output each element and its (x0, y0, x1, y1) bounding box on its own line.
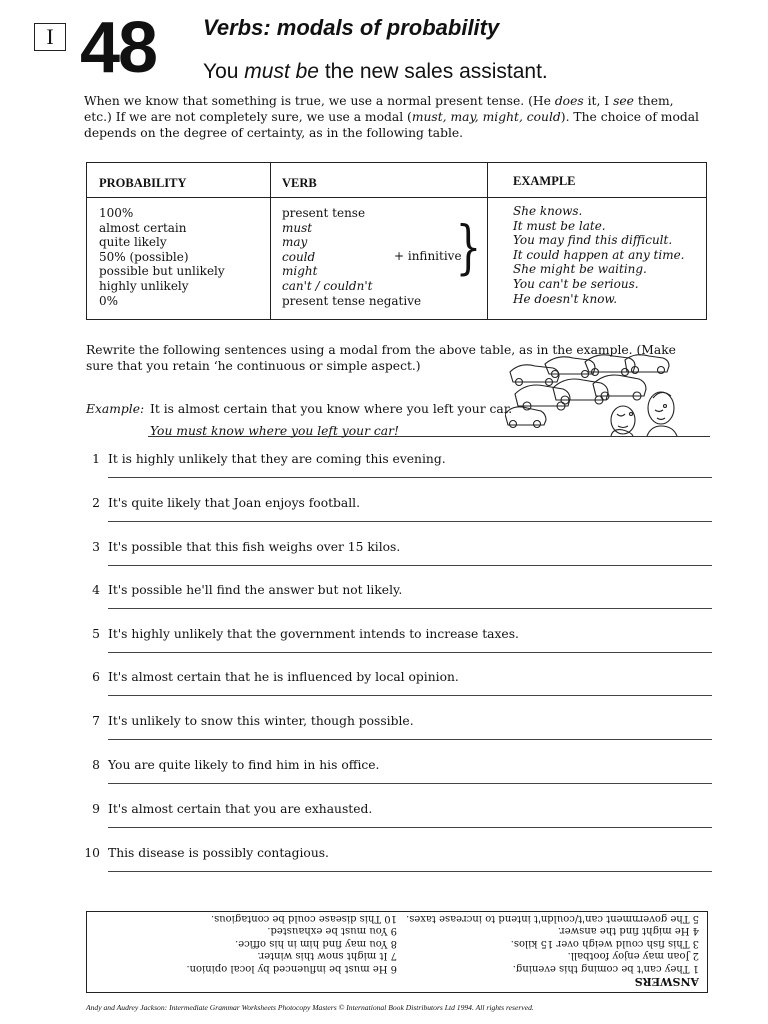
plus-infinitive: + infinitive (394, 249, 462, 263)
example-column (513, 204, 685, 306)
exercise-instruction: Rewrite the following sentences using a modal from the above table, as in the example. (Make sure that you retain ‘he continuous or simple aspect.) (86, 343, 676, 373)
header-probability: PROBABILITY (99, 176, 187, 190)
intro-text-a: When we know that something is true, we use a normal present tense. (He (84, 94, 555, 108)
answer-line[interactable] (108, 652, 712, 653)
answer-line[interactable] (108, 565, 712, 566)
answer-entry: 9 You must be exhausted. (267, 925, 397, 937)
probability-cell: highly unlikely (99, 278, 189, 293)
answers-right-column (186, 912, 397, 975)
example-sentence: It is almost certain that you know where you left your car. (150, 402, 513, 416)
section-letter: I (46, 24, 54, 49)
probability-cell: 50% (possible) (99, 249, 189, 264)
intro-text-b: it, I (583, 94, 614, 108)
item-text: It's almost certain that you are exhausted. (108, 802, 373, 816)
answer-line[interactable] (108, 739, 712, 740)
item-text: It's possible that this fish weighs over 15 kilos. (108, 540, 401, 554)
item-text: It's unlikely to snow this winter, though possible. (108, 714, 414, 728)
verb-cell: must (282, 220, 313, 235)
answer-entry: 10 This disease could be contagious. (210, 913, 397, 924)
answer-line[interactable] (108, 521, 712, 522)
unit-number: 48 (80, 8, 157, 88)
subtitle-emphasis: must be (244, 60, 319, 83)
answer-line[interactable] (108, 477, 712, 478)
answer-entry: 7 It might snow this winter. (257, 950, 397, 962)
header-verb: VERB (282, 176, 317, 190)
verb-cell: present tense negative (282, 293, 422, 308)
probability-cell: almost certain (99, 220, 187, 235)
verb-cell: can't / couldn't (282, 278, 373, 293)
item-number: 3 (92, 540, 100, 554)
section-letter-box (34, 23, 66, 51)
verb-cell: present tense (282, 206, 366, 220)
item-number: 5 (92, 627, 100, 641)
page-title: Verbs: modals of probability (203, 15, 500, 40)
answer-entry: 8 You may find him in his office. (235, 938, 397, 949)
item-number: 8 (92, 758, 100, 772)
example-cell: You may find this difficult. (513, 233, 673, 248)
intro-em-see: see (613, 94, 634, 108)
item-text: It's almost certain that he is influenced by local opinion. (108, 670, 459, 684)
example-cell: She knows. (513, 204, 583, 218)
answers-left-column (406, 912, 699, 975)
answer-line[interactable] (108, 695, 712, 696)
curly-brace: } (455, 213, 482, 281)
example-cell: She might be waiting. (513, 262, 647, 277)
answer-entry: 4 He might find the answer. (557, 925, 699, 937)
answer-line[interactable] (108, 783, 712, 784)
answer-entry: 3 This fish could weigh over 15 kilos. (510, 938, 699, 949)
answers-title: ANSWERS (634, 975, 699, 988)
item-text: This disease is possibly contagious. (108, 846, 329, 860)
verb-cell: could (282, 249, 316, 264)
probability-cell: 100% (99, 206, 134, 220)
item-number: 4 (92, 583, 100, 597)
item-number: 2 (92, 496, 100, 510)
table-header-divider (87, 197, 706, 198)
page-subtitle (203, 60, 548, 84)
table-column-divider (270, 163, 271, 319)
item-text: It's highly unlikely that the government intends to increase taxes. (108, 627, 519, 641)
intro-em-modals: must, may, might, could (411, 110, 561, 124)
intro-em-does: does (554, 94, 584, 108)
answer-entry: 2 Joan may enjoy football. (567, 950, 699, 962)
answer-entry: 1 They can't be coming this evening. (512, 963, 699, 974)
verb-cell: might (282, 264, 318, 279)
example-cell: It could happen at any time. (513, 247, 685, 262)
subtitle-post: the new sales assistant. (318, 60, 548, 83)
subtitle-pre: You (203, 60, 245, 83)
answer-line[interactable] (108, 827, 712, 828)
probability-cell: possible but unlikely (99, 264, 225, 279)
example-cell: It must be late. (513, 218, 606, 233)
intro-paragraph (84, 93, 704, 141)
intro-text-c: them, etc.) If we are not completely sure, we use a modal ( (84, 94, 674, 124)
example-label: Example: (86, 402, 145, 416)
item-text: It is highly unlikely that they are coming this evening. (108, 452, 446, 466)
probability-column (99, 206, 225, 308)
example-answer-line (148, 436, 710, 437)
answer-line[interactable] (108, 608, 712, 609)
answer-entry: 6 He must be influenced by local opinion. (186, 963, 397, 974)
item-number: 6 (92, 670, 100, 684)
item-number: 1 (92, 452, 100, 466)
probability-cell: 0% (99, 293, 119, 308)
item-number: 7 (92, 714, 100, 728)
item-number: 10 (84, 846, 100, 860)
example-cell: You can't be serious. (513, 276, 639, 291)
probability-cell: quite likely (99, 235, 167, 250)
answer-entry: 5 The government can't/couldn't intend to increase taxes. (406, 913, 699, 924)
item-text: It's quite likely that Joan enjoys football. (108, 496, 361, 510)
table-column-divider (487, 163, 488, 319)
answers-upside-down (87, 912, 707, 992)
example-cell: He doesn't know. (513, 291, 618, 306)
item-text: You are quite likely to find him in his office. (108, 758, 380, 772)
item-number: 9 (92, 802, 100, 816)
probability-table (86, 162, 707, 320)
example-answer: You must know where you left your car! (150, 424, 399, 438)
item-text: It's possible he'll find the answer but not likely. (108, 583, 403, 597)
verb-cell: may (282, 235, 308, 250)
traffic-jam-illustration (505, 354, 690, 436)
answers-box (86, 911, 708, 993)
answer-line[interactable] (108, 871, 712, 872)
copyright-footer: Andy and Audrey Jackson: Intermediate Grammar Worksheets Photocopy Masters © International Book Distributors Ltd 1994. All rights reserved. (86, 1003, 534, 1012)
intro-text-d: ). The choice of modal depends on the degree of certainty, as in the following table. (84, 110, 699, 140)
header-example: EXAMPLE (513, 174, 576, 188)
